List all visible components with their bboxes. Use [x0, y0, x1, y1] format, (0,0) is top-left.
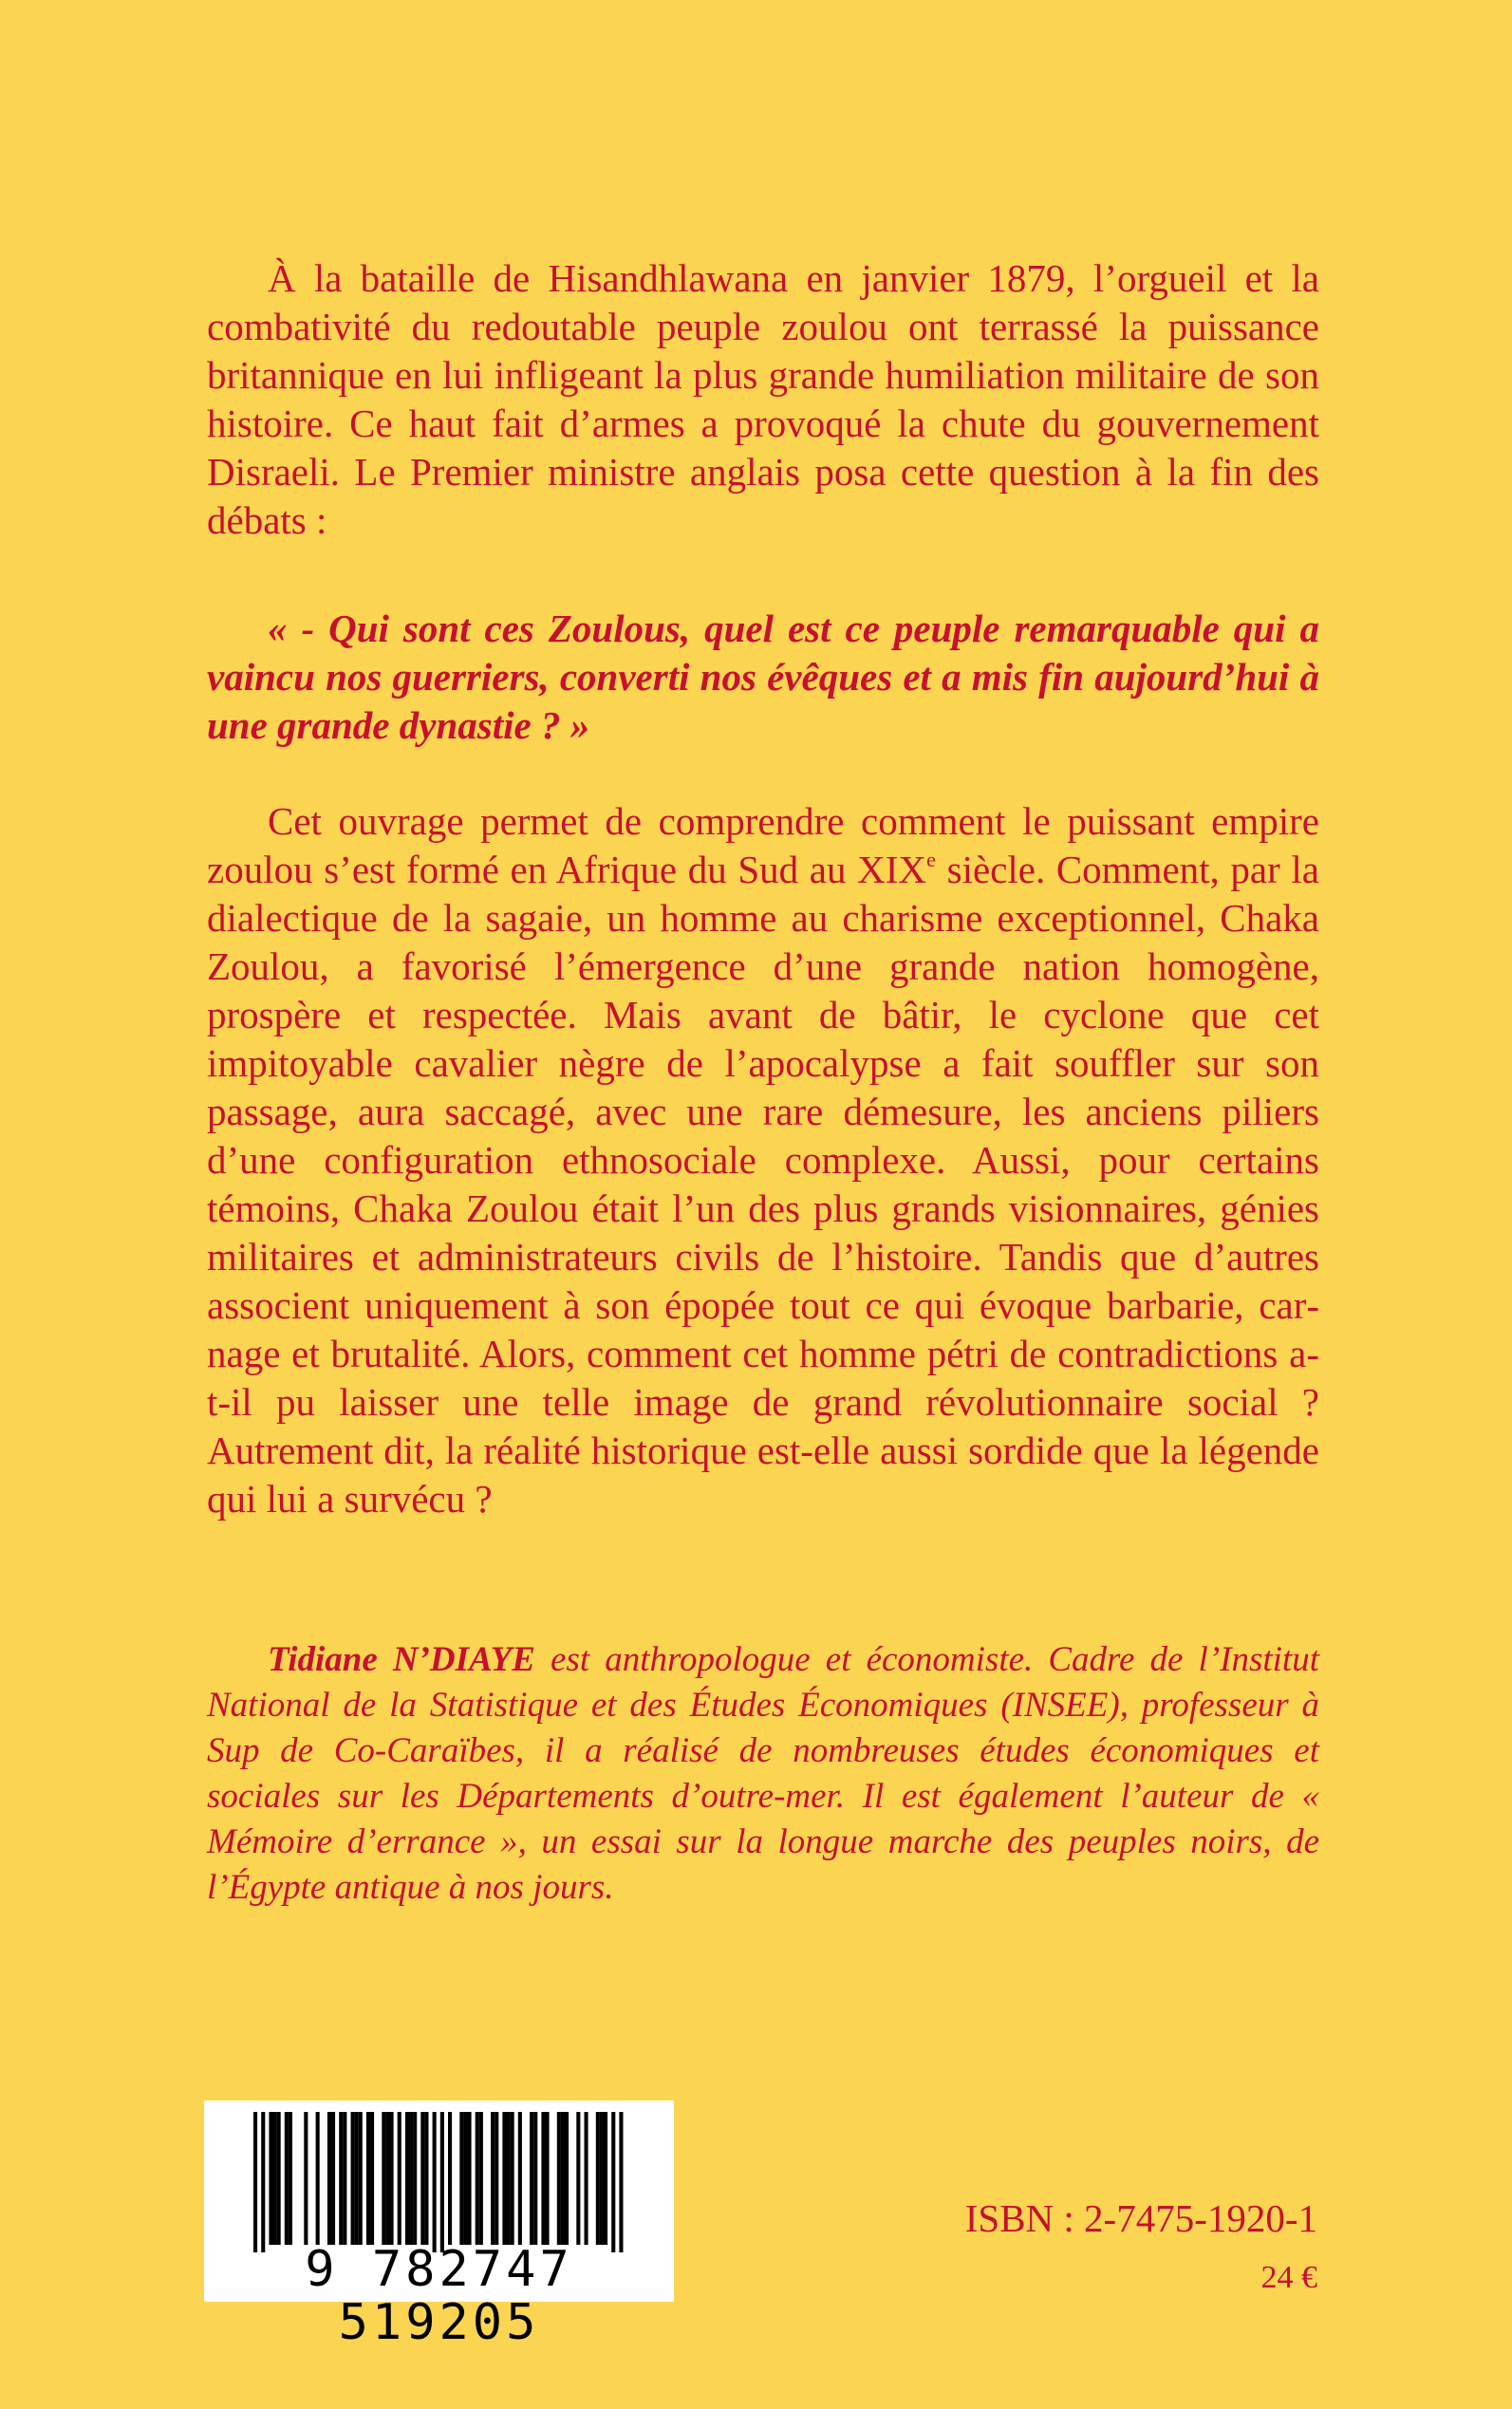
barcode-bar [557, 2112, 561, 2245]
disraeli-quote: « - Qui sont ces Zoulous, quel est ce peuple remarquable qui a vaincu nos guerriers, converti nos évêques et a mis fin aujourd’hui à une grande dynastie ? » [207, 607, 1319, 747]
barcode-bar [398, 2112, 401, 2245]
barcode-bar [463, 2112, 467, 2245]
barcode-guard-bar [619, 2112, 623, 2252]
price: 24 € [1260, 2260, 1317, 2295]
barcode-bar [491, 2112, 495, 2245]
barcode-digits: 9 782747 519205 [305, 2241, 573, 2351]
barcode-bar [546, 2112, 550, 2245]
barcode-bar [273, 2112, 277, 2245]
isbn: ISBN : 2-7475-1920-1 [964, 2196, 1317, 2240]
barcode-bar [459, 2112, 463, 2245]
barcode-bar [596, 2112, 600, 2245]
barcode-bar [561, 2112, 565, 2245]
barcode-bar [502, 2112, 506, 2245]
barcode-bar [533, 2112, 537, 2245]
description-paragraph [207, 797, 1319, 1523]
barcode-bar [424, 2112, 428, 2245]
barcode-guard-bar [611, 2112, 615, 2252]
barcode-guard-bar [433, 2112, 437, 2252]
author-bio-text: est anthropologue et économiste. Cadre de l’Institut National de la Statistique et des Études Économiques (INSEE), professeur à Sup de Co-Caraïbes, il a réalisé de nombreuses études économiques et sociales sur les Départements d’outre-mer. Il est également l’auteur de « Mémoire d’errance », un essai sur la longue marche des peuples noirs, de l’Égypte antique à nos jours. [207, 1640, 1319, 1907]
barcode-bar [476, 2112, 479, 2245]
barcode-bar [316, 2112, 320, 2245]
barcode-bar [359, 2112, 363, 2245]
description-text-end: siècle. Comment, par la dialectique de la sagaie, un homme au charisme exceptionnel, Chaka Zoulou, a favorisé l’émergence d’une grande nation homogène, prospère et respectée. Mais avant de bâtir, le cyclone que cet impitoyable cavalier nègre de l’apocalypse a fait souffler sur son passage, aura saccagé, avec une rare démesure, les anciens piliers d’une configuration ethnosociale complexe. Aussi, pour certains témoins, Chaka Zoulou était l’un des plus grands visionnaires, génies militaires et administrateurs civils de l’histoire. Tandis que d’autres associent uniquement à son épopée tout ce qui évoque barbarie, carnage et brutalité. Alors, comment cet homme pétri de contradictions a-t-il pu laisser une telle image de grand révolutionnaire social ? Autrement dit, la réalité historique est-elle aussi sordide que la légende qui lui a survécu ? [207, 848, 1319, 1521]
barcode-bar [289, 2112, 292, 2245]
century-superscript: e [925, 848, 936, 872]
barcode-bar [327, 2112, 331, 2245]
barcode-bar [530, 2112, 533, 2245]
author-name: Tidiane N’DIAYE [268, 1640, 535, 1679]
barcode-bar [511, 2112, 514, 2245]
barcode-bar [541, 2112, 545, 2245]
barcode-bar [479, 2112, 483, 2245]
barcode-guard-bar [261, 2112, 265, 2252]
barcode-bar [339, 2112, 343, 2245]
barcode-bar [585, 2112, 588, 2245]
barcode-bar [285, 2112, 289, 2245]
barcode-bar [331, 2112, 335, 2245]
author-bio [207, 1637, 1319, 1911]
barcode-bar [468, 2112, 472, 2245]
barcode-bar [382, 2112, 385, 2245]
barcode-bar [351, 2112, 355, 2245]
description-text-start: Cet ouvrage permet de comprendre comment le puissant empire zoulou s’est formé en Afrique du Sud au XIX [207, 799, 1319, 891]
intro-paragraph: À la bataille de Hisandhlawana en janvier 1879, l’orgueil et la combativité du redoutable peuple zoulou ont terrassé la puissance britannique en lui infligeant la plus grande humiliation militaire de son histoire. Ce haut fait d’armes a provoqué la chute du gouvernement Disraeli. Le Premier ministre anglais posa cette question à la fin des débats : [207, 256, 1319, 542]
barcode-bar [355, 2112, 359, 2245]
barcode-bar [370, 2112, 374, 2245]
barcode-guard-bar [440, 2112, 444, 2252]
barcode-bar [269, 2112, 272, 2245]
barcode [204, 2101, 674, 2351]
barcode-bar [604, 2112, 607, 2245]
barcode-bar [448, 2112, 452, 2245]
barcode-bar [277, 2112, 281, 2245]
barcode-bar [518, 2112, 522, 2245]
barcode-guard-bar [253, 2112, 257, 2252]
barcode-bar [390, 2112, 394, 2245]
barcode-bar [385, 2112, 389, 2245]
barcode-bar [405, 2112, 409, 2245]
barcode-bar [409, 2112, 413, 2245]
barcode-bar [420, 2112, 424, 2245]
barcode-bar [366, 2112, 370, 2245]
barcode-bar [600, 2112, 604, 2245]
barcode-bar [343, 2112, 346, 2245]
barcode-bar [576, 2112, 580, 2245]
barcode-bar [507, 2112, 511, 2245]
barcode-bar [413, 2112, 417, 2245]
barcode-bar [565, 2112, 569, 2245]
barcode-bar [304, 2112, 308, 2245]
barcode-bar [495, 2112, 498, 2245]
